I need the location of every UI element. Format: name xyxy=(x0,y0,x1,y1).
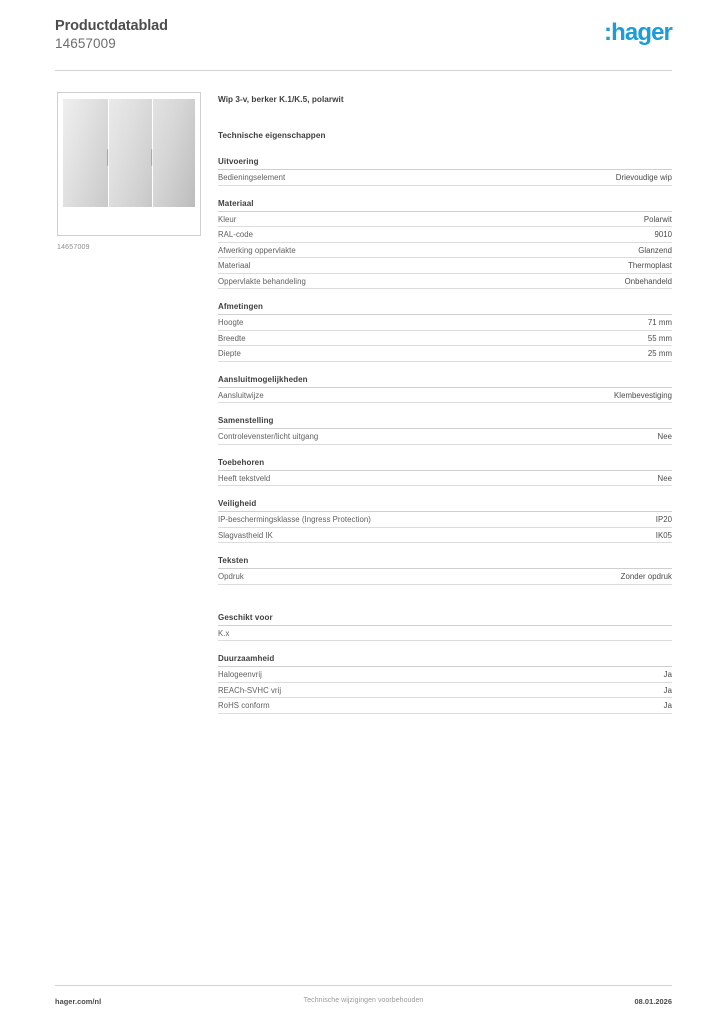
specification-sections xyxy=(218,157,672,714)
rocker-separator-2 xyxy=(152,99,153,207)
specifications-heading: Technische eigenschappen xyxy=(218,131,326,140)
spec-value: Glanzend xyxy=(638,245,672,255)
spec-label: Hoogte xyxy=(218,318,244,327)
spec-label: K.x xyxy=(218,628,230,638)
spec-value: Ja xyxy=(663,685,672,695)
spec-section-title: Uitvoering xyxy=(218,157,672,170)
spec-section xyxy=(218,499,672,543)
spec-section-title: Duurzaamheid xyxy=(218,654,672,667)
spec-label: IP-beschermingsklasse (Ingress Protection) xyxy=(218,515,371,524)
spec-value: IK05 xyxy=(655,530,672,540)
spec-value: 9010 xyxy=(654,230,672,239)
spec-row xyxy=(218,388,672,404)
spec-section xyxy=(218,375,672,404)
spec-value: Thermoplast xyxy=(628,261,672,270)
spec-section xyxy=(218,458,672,487)
spec-row xyxy=(218,683,672,699)
product-name: Wip 3-v, berker K.1/K.5, polarwit xyxy=(218,95,344,104)
product-image xyxy=(57,92,201,236)
spec-row xyxy=(218,331,672,347)
spec-value: 71 mm xyxy=(647,318,672,327)
spec-label: Aansluitwijze xyxy=(218,390,264,400)
spec-label: Diepte xyxy=(218,349,241,358)
product-image-caption: 14657009 xyxy=(57,244,90,251)
spec-label: Breedte xyxy=(218,333,246,343)
spec-section-title: Teksten xyxy=(218,556,672,569)
spec-value: IP20 xyxy=(655,515,672,524)
spec-section xyxy=(218,654,672,714)
spec-row xyxy=(218,667,672,683)
page-footer xyxy=(55,997,672,1006)
spec-row xyxy=(218,626,672,642)
spec-value: 25 mm xyxy=(647,349,672,358)
spec-section xyxy=(218,199,672,290)
spec-row xyxy=(218,569,672,585)
article-number: 14657009 xyxy=(55,36,116,51)
spec-row xyxy=(218,170,672,186)
spec-section-title: Materiaal xyxy=(218,199,672,212)
spec-label: Controlevenster/licht uitgang xyxy=(218,432,319,441)
footer-divider xyxy=(55,985,672,986)
spec-section-title: Geschikt voor xyxy=(218,613,672,626)
footer-website[interactable]: hager.com/nl xyxy=(55,997,102,1006)
spec-row xyxy=(218,227,672,243)
spec-label: Kleur xyxy=(218,214,237,224)
spec-section xyxy=(218,556,672,585)
spec-value: Drievoudige wip xyxy=(615,173,672,182)
spec-label: Materiaal xyxy=(218,261,251,270)
spec-row xyxy=(218,429,672,445)
header-divider xyxy=(55,70,672,71)
spec-section-title: Aansluitmogelijkheden xyxy=(218,375,672,388)
spec-row xyxy=(218,346,672,362)
page-title: Productdatablad xyxy=(55,18,168,34)
spec-value: Nee xyxy=(657,432,672,441)
page-header xyxy=(55,18,672,70)
spec-section xyxy=(218,613,672,642)
spec-row xyxy=(218,471,672,487)
spec-section xyxy=(218,416,672,445)
spec-label: RoHS conform xyxy=(218,701,270,710)
spec-row xyxy=(218,315,672,331)
hager-logo: :hager xyxy=(604,19,672,46)
spec-label: REACh-SVHC vrij xyxy=(218,685,282,695)
spec-section xyxy=(218,157,672,186)
spec-value: Zonder opdruk xyxy=(620,572,672,581)
spec-section-title: Veiligheid xyxy=(218,499,672,512)
spec-section-title: Toebehoren xyxy=(218,458,672,471)
spec-label: Afwerking oppervlakte xyxy=(218,245,296,255)
spec-value: Ja xyxy=(663,701,672,710)
spec-label: Oppervlakte behandeling xyxy=(218,276,306,286)
footer-date: 08.01.2026 xyxy=(634,997,672,1006)
spec-value: Klembevestiging xyxy=(614,390,672,400)
spec-section-title: Afmetingen xyxy=(218,302,672,315)
rocker-separator-1 xyxy=(108,99,109,207)
rocker-pane-left xyxy=(63,99,108,207)
spec-row xyxy=(218,243,672,259)
spec-row xyxy=(218,258,672,274)
product-image-block xyxy=(57,92,203,251)
spec-row xyxy=(218,212,672,228)
spec-row xyxy=(218,274,672,290)
spec-label: Slagvastheid IK xyxy=(218,530,273,540)
spec-value: Onbehandeld xyxy=(624,276,672,286)
spec-row xyxy=(218,528,672,544)
rocker-pane-right xyxy=(153,99,195,207)
rocker-switch-icon xyxy=(63,99,195,207)
specifications-area xyxy=(218,95,672,727)
spec-label: Bedieningselement xyxy=(218,173,286,182)
spec-value: Polarwit xyxy=(643,214,672,224)
spec-row xyxy=(218,512,672,528)
spec-label: RAL-code xyxy=(218,230,254,239)
spec-label: Halogeenvrij xyxy=(218,670,262,679)
spec-label: Heeft tekstveld xyxy=(218,473,271,483)
spec-label: Opdruk xyxy=(218,572,244,581)
spec-section xyxy=(218,302,672,362)
spec-value: 55 mm xyxy=(647,333,672,343)
spec-row xyxy=(218,698,672,714)
rocker-pane-middle xyxy=(109,99,152,207)
footer-disclaimer: Technische wijzigingen voorbehouden xyxy=(303,997,424,1004)
spec-section-title: Samenstelling xyxy=(218,416,672,429)
spec-value: Nee xyxy=(657,473,672,483)
spec-value: Ja xyxy=(663,670,672,679)
